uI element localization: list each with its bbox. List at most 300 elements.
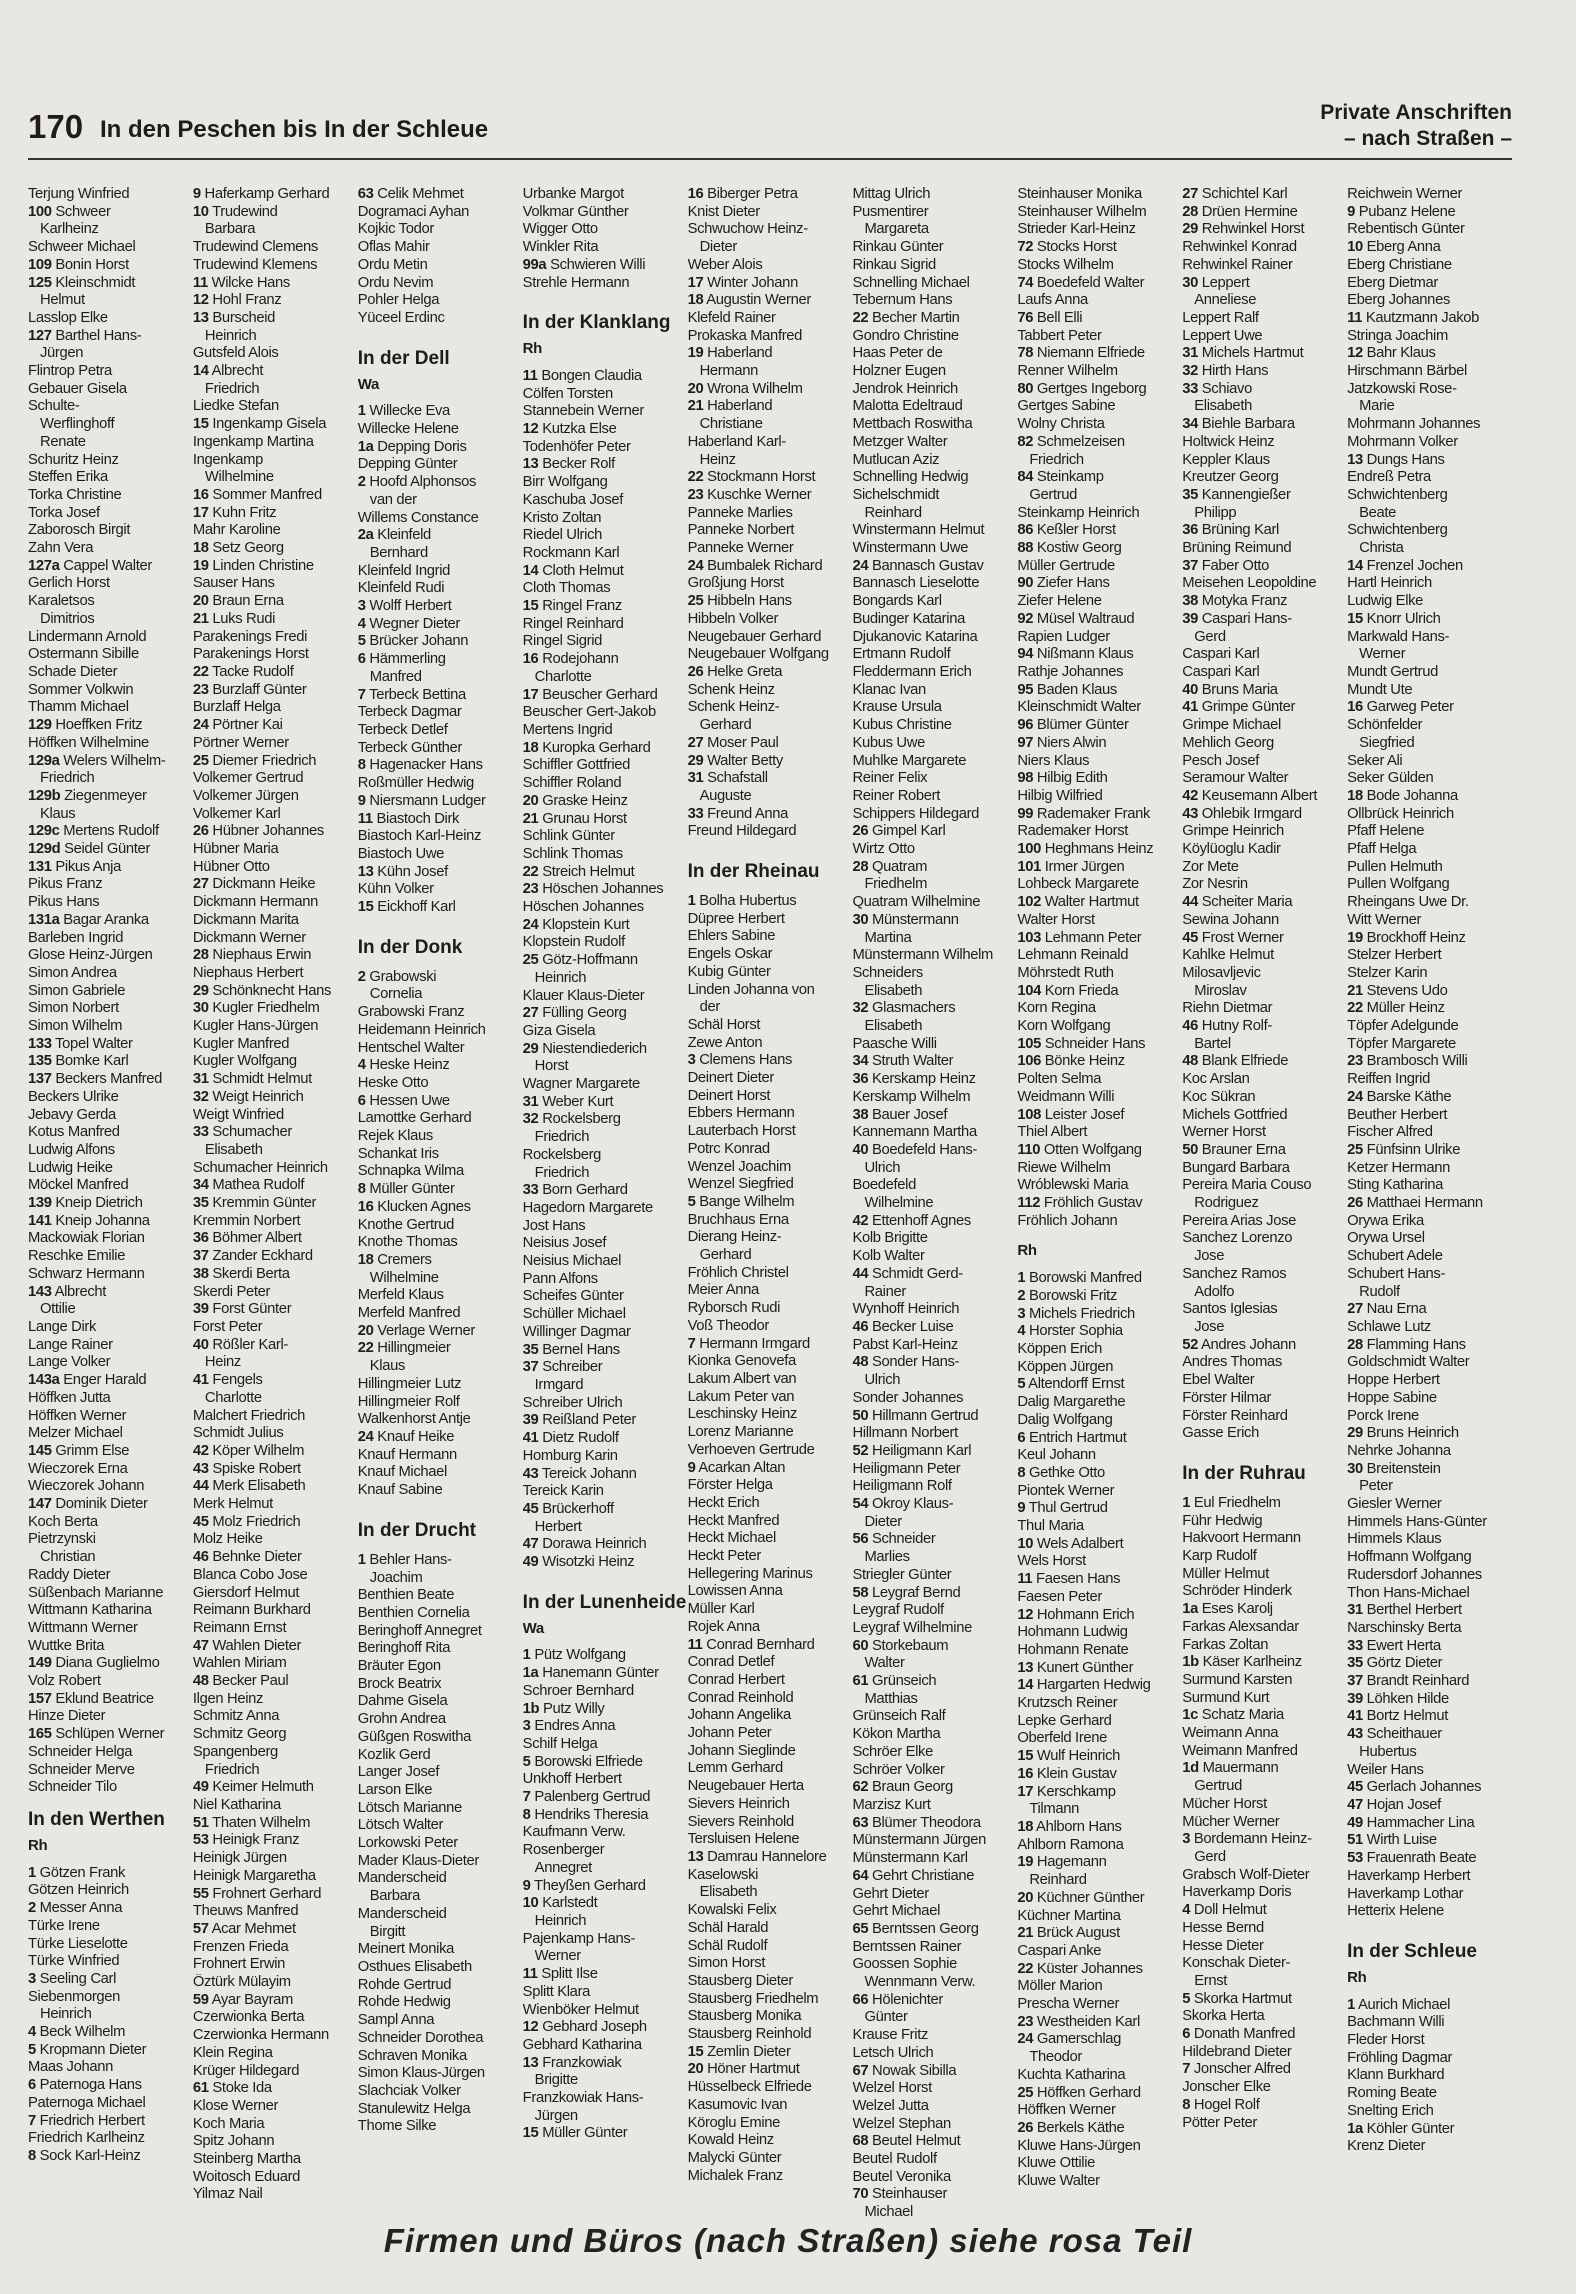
address-entry: Leygraf Wilhelmine xyxy=(852,1619,972,1636)
address-entry: 95 Baden Klaus xyxy=(1017,681,1117,698)
address-entry: 2 Messer Anna xyxy=(28,1900,123,1917)
spacer xyxy=(358,328,523,336)
address-entry: 44 Scheiter Maria xyxy=(1182,894,1293,911)
address-entry: Möckel Manfred xyxy=(28,1177,129,1194)
address-entry: 18 Cremers xyxy=(357,1251,432,1268)
house-number: 31 xyxy=(687,770,704,787)
address-entry: Benthien Cornelia xyxy=(357,1604,470,1621)
address-entry: Bräuter Egon xyxy=(357,1658,441,1675)
house-number: 56 xyxy=(852,1531,869,1548)
house-number: 30 xyxy=(852,911,869,928)
address-entry: Unkhoff Herbert xyxy=(522,1771,622,1788)
house-number: 12 xyxy=(1017,1606,1034,1623)
entry-continuation: Heinz xyxy=(204,1354,241,1371)
house-number: 23 xyxy=(192,681,209,698)
address-entry: Striegler Günter xyxy=(852,1566,952,1583)
address-entry: Kühn Volker xyxy=(357,881,434,898)
address-entry: Lepke Gerhard xyxy=(1017,1712,1112,1729)
address-entry: Terbeck Detlef xyxy=(357,721,448,738)
address-entry: Surmund Karsten xyxy=(1182,1671,1293,1688)
house-number: 3 xyxy=(28,1970,36,1987)
address-entry: Reimann Burkhard xyxy=(192,1602,311,1619)
address-entry: 76 Bell Elli xyxy=(1017,309,1083,326)
spacer xyxy=(358,917,523,925)
address-column xyxy=(1182,186,1347,2216)
house-number: 7 xyxy=(687,1335,696,1352)
address-entry: Hakvoort Hermann xyxy=(1182,1530,1301,1547)
address-entry: Kristo Zoltan xyxy=(522,509,602,526)
address-entry: Pesch Josef xyxy=(1182,752,1259,769)
house-number: 24 xyxy=(1347,1088,1363,1105)
address-entry: Höschen Johannes xyxy=(522,899,644,916)
address-entry: 102 Walter Hartmut xyxy=(1017,894,1139,911)
house-number: 45 xyxy=(1182,929,1198,946)
address-entry: 32 Hirth Hans xyxy=(1182,363,1269,380)
address-entry: Malchert Friedrich xyxy=(192,1407,305,1424)
address-entry: Woitosch Eduard xyxy=(192,2168,301,2185)
house-number: 84 xyxy=(1017,469,1034,486)
address-entry: 72 Stocks Horst xyxy=(1017,239,1117,256)
address-entry: Lötsch Marianne xyxy=(357,1799,462,1816)
address-entry: Ahlborn Ramona xyxy=(1017,1836,1124,1853)
house-number: 67 xyxy=(852,2062,869,2079)
address-entry: Conrad Detlef xyxy=(687,1654,775,1671)
address-entry: 10 Karlstedt xyxy=(522,1895,598,1912)
address-entry: 1 Willecke Eva xyxy=(357,403,450,420)
address-entry: Heske Otto xyxy=(357,1074,429,1091)
house-number: 1a xyxy=(1347,2120,1363,2137)
entry-continuation: Werner xyxy=(534,1948,581,1965)
address-entry: Hoffmann Wolfgang xyxy=(1347,1549,1472,1566)
address-entry: Merfeld Klaus xyxy=(357,1287,444,1304)
address-entry: Götzen Heinrich xyxy=(28,1882,129,1899)
address-entry: Düpree Herbert xyxy=(687,910,785,927)
house-number: 9 xyxy=(522,1877,531,1894)
address-entry: Bruchhaus Erna xyxy=(687,1211,789,1228)
address-entry: Hoppe Herbert xyxy=(1347,1372,1440,1389)
address-entry: Glose Heinz-Jürgen xyxy=(28,947,153,964)
address-entry: Reiner Robert xyxy=(852,787,941,804)
house-number: 29 xyxy=(522,1040,539,1057)
address-entry: 20 Wrona Wilhelm xyxy=(687,380,803,397)
address-entry: 8 Müller Günter xyxy=(357,1181,455,1198)
house-number: 34 xyxy=(192,1177,209,1194)
address-entry: 9 Pubanz Helene xyxy=(1347,203,1456,220)
entry-continuation: Birgitt xyxy=(369,1923,406,1940)
address-entry: 1 Aurich Michael xyxy=(1347,1996,1451,2013)
address-entry: Förster Hilmar xyxy=(1182,1389,1272,1406)
address-entry: Melzer Michael xyxy=(28,1425,123,1442)
address-entry: 53 Frauenrath Beate xyxy=(1347,1850,1477,1867)
address-entry: 41 Fengels xyxy=(192,1372,263,1389)
address-entry: 20 Graske Heinz xyxy=(522,792,628,809)
house-number: 137 xyxy=(28,1071,52,1088)
address-entry: 30 Leppert xyxy=(1182,274,1250,291)
address-entry: Mohrmann Johannes xyxy=(1347,416,1481,433)
address-entry: Langer Josef xyxy=(357,1764,440,1781)
address-entry: Wuttke Brita xyxy=(28,1637,105,1654)
entry-continuation: Cornelia xyxy=(369,986,423,1003)
entry-continuation: Heinz xyxy=(699,451,736,468)
address-entry: 131 Pikus Anja xyxy=(28,858,121,875)
address-entry: Dickmann Marita xyxy=(192,911,299,928)
address-entry: 15 Wulf Heinrich xyxy=(1017,1748,1121,1765)
address-entry: 9 Niersmann Ludger xyxy=(357,792,486,809)
house-number: 5 xyxy=(1017,1376,1026,1393)
house-number: 103 xyxy=(1017,929,1041,946)
house-number: 7 xyxy=(357,686,366,703)
street-heading: In der Klanklang xyxy=(522,312,671,334)
address-entry: Pullen Wolfgang xyxy=(1347,876,1450,893)
house-number: 41 xyxy=(1347,1708,1363,1725)
address-entry: Stelzer Karin xyxy=(1347,964,1428,981)
district-code: Wa xyxy=(522,1619,544,1637)
house-number: 1c xyxy=(1182,1707,1198,1724)
house-number: 7 xyxy=(522,1789,531,1806)
address-entry: 27 Schichtel Karl xyxy=(1182,186,1288,202)
address-entry: Lohbeck Margarete xyxy=(1017,876,1139,893)
address-entry: Snelting Erich xyxy=(1347,2102,1434,2119)
address-entry: 112 Fröhlich Gustav xyxy=(1017,1195,1143,1212)
house-number: 127 xyxy=(28,327,52,344)
address-entry: Pullen Helmuth xyxy=(1347,858,1443,875)
address-entry: 31 Schafstall xyxy=(687,770,768,787)
address-entry: Volz Robert xyxy=(28,1673,101,1690)
entry-continuation: Friedrich xyxy=(40,770,95,787)
address-entry: Süßenbach Marianne xyxy=(28,1584,164,1601)
address-entry: 5 Altendorff Ernst xyxy=(1017,1376,1125,1393)
house-number: 7 xyxy=(1182,2061,1191,2078)
house-number: 109 xyxy=(28,256,52,273)
address-entry: Schönfelder xyxy=(1347,717,1423,734)
address-entry: Heinigk Margaretha xyxy=(192,1867,316,1884)
house-number: 40 xyxy=(192,1336,209,1353)
house-number: 53 xyxy=(1347,1850,1363,1867)
address-entry: Weber Alois xyxy=(687,256,763,273)
address-entry: Ordu Metin xyxy=(357,256,428,273)
address-entry: 41 Bortz Helmut xyxy=(1347,1708,1448,1725)
address-entry: Ludwig Alfons xyxy=(28,1141,115,1158)
address-entry: 28 Flamming Hans xyxy=(1347,1336,1466,1353)
house-number: 52 xyxy=(1182,1336,1198,1353)
address-entry: Kolb Brigitte xyxy=(852,1230,928,1247)
address-entry: 1a Depping Doris xyxy=(357,438,467,455)
address-entry: 39 Caspari Hans- xyxy=(1182,610,1292,627)
house-number: 43 xyxy=(1182,805,1198,822)
section-title-line-1: Private Anschriften xyxy=(1320,101,1512,124)
address-entry: Winkler Rita xyxy=(522,239,599,256)
address-entry: Schäl Rudolf xyxy=(687,1937,768,1954)
house-number: 18 xyxy=(1347,787,1363,804)
house-number: 13 xyxy=(1017,1659,1034,1676)
entry-continuation: Matthias xyxy=(864,1690,918,1707)
address-entry: Kolb Walter xyxy=(852,1248,925,1265)
address-entry: Malycki Günter xyxy=(687,2149,782,2166)
address-entry: Wirtz Otto xyxy=(852,841,915,858)
address-entry: Sampl Anna xyxy=(357,2012,435,2029)
address-entry: Winstermann Helmut xyxy=(852,522,985,539)
address-entry: Sauser Hans xyxy=(192,575,275,592)
address-entry: Lötsch Walter xyxy=(357,1817,444,1834)
address-entry: 9 Theyßen Gerhard xyxy=(522,1877,646,1894)
house-number: 37 xyxy=(1182,557,1198,574)
address-entry: Kluwe Walter xyxy=(1017,2173,1100,2190)
address-entry: 63 Celik Mehmet xyxy=(357,186,464,202)
address-entry: Fröhlich Johann xyxy=(1017,1212,1118,1229)
entry-continuation: der xyxy=(699,999,720,1016)
house-number: 12 xyxy=(1347,345,1363,362)
house-number: 32 xyxy=(192,1088,209,1105)
house-number: 18 xyxy=(687,292,704,309)
entry-continuation: Miroslav xyxy=(1194,982,1247,999)
address-entry: Pereira Arias Jose xyxy=(1182,1212,1297,1229)
address-entry: Heidemann Heinrich xyxy=(357,1021,486,1038)
address-entry: 45 Frost Werner xyxy=(1182,929,1284,946)
house-number: 102 xyxy=(1017,894,1041,911)
address-entry: Knothe Gertrud xyxy=(357,1216,455,1233)
house-number: 53 xyxy=(192,1832,209,1849)
address-entry: Yüceel Erdinc xyxy=(357,309,445,326)
address-entry: Molz Heike xyxy=(192,1531,263,1548)
entry-continuation: Elisabeth xyxy=(864,1018,923,1035)
house-number: 15 xyxy=(357,899,374,916)
house-number: 133 xyxy=(28,1035,52,1052)
address-entry: Marzisz Kurt xyxy=(852,1796,931,1813)
address-entry: Schnelling Hedwig xyxy=(852,469,969,486)
spacer xyxy=(523,1572,688,1580)
address-entry: 94 Nißmann Klaus xyxy=(1017,646,1134,663)
address-entry: Thamm Michael xyxy=(28,699,129,716)
address-entry: Hüsselbeck Elfriede xyxy=(687,2079,812,2096)
address-entry: 21 Stevens Udo xyxy=(1347,982,1448,999)
house-number: 32 xyxy=(522,1111,539,1128)
house-number: 108 xyxy=(1017,1106,1041,1123)
address-entry: Krüger Hildegard xyxy=(192,2062,300,2079)
address-entry: 20 Küchner Günther xyxy=(1017,1889,1145,1906)
address-entry: Rapien Ludger xyxy=(1017,628,1110,645)
address-entry: Santos Iglesias xyxy=(1182,1301,1278,1318)
house-number: 145 xyxy=(28,1442,52,1459)
address-entry: Beuscher Gert-Jakob xyxy=(522,704,656,721)
address-entry: Gasse Erich xyxy=(1182,1425,1259,1442)
address-entry: 5 Borowski Elfriede xyxy=(522,1753,643,1770)
address-entry: Wieczorek Erna xyxy=(28,1460,128,1477)
house-number: 63 xyxy=(852,1814,869,1831)
address-entry: Rockelsberg xyxy=(522,1146,602,1163)
address-entry: 9 Acarkan Altan xyxy=(687,1459,786,1476)
address-entry: Siebenmorgen xyxy=(28,1988,121,2005)
house-number: 100 xyxy=(28,203,52,220)
address-entry: Grabsch Wolf-Dieter xyxy=(1182,1866,1310,1883)
house-number: 1 xyxy=(687,893,696,910)
house-number: 25 xyxy=(687,593,704,610)
address-entry: Schubert Adele xyxy=(1347,1248,1443,1265)
address-entry: Ringel Sigrid xyxy=(522,633,603,650)
address-entry: Schweer Michael xyxy=(28,239,136,256)
address-entry: Thome Silke xyxy=(357,2118,437,2135)
house-number: 40 xyxy=(1182,681,1198,698)
house-number: 54 xyxy=(852,1496,869,1513)
house-number: 21 xyxy=(522,810,539,827)
address-entry: Pietrzynski xyxy=(28,1531,96,1548)
house-number: 42 xyxy=(192,1442,209,1459)
address-entry: Freund Hildegard xyxy=(687,823,797,840)
address-entry: Schnapka Wilma xyxy=(357,1163,464,1180)
address-entry: 36 Böhmer Albert xyxy=(192,1230,302,1247)
address-entry: Pereira Maria Couso xyxy=(1182,1177,1312,1194)
address-column xyxy=(852,186,1017,2216)
address-entry: Larson Elke xyxy=(357,1781,433,1798)
address-entry: 32 Glasmachers xyxy=(852,1000,956,1017)
house-number: 42 xyxy=(852,1212,869,1229)
address-entry: 47 Hojan Josef xyxy=(1347,1796,1441,1813)
address-entry: 48 Sonder Hans- xyxy=(852,1354,960,1371)
address-entry: 27 Moser Paul xyxy=(687,734,779,751)
address-entry: 24 Gamerschlag xyxy=(1017,2031,1122,2048)
house-number: 1b xyxy=(522,1700,540,1717)
house-number: 20 xyxy=(687,380,704,397)
address-entry: Schreiber Ulrich xyxy=(522,1394,623,1411)
address-entry: Köppen Erich xyxy=(1017,1341,1102,1357)
entry-continuation: Adolfo xyxy=(1194,1283,1235,1300)
address-entry: Gutsfeld Alois xyxy=(192,345,279,362)
address-entry: Kleinfeld Rudi xyxy=(357,580,445,597)
page-header xyxy=(0,0,1576,170)
address-entry: Sichelschmidt xyxy=(852,486,940,503)
address-entry: Dogramaci Ayhan xyxy=(357,203,470,220)
address-entry: Farkas Alexsandar xyxy=(1182,1618,1299,1635)
address-entry: Höffken Wilhelmine xyxy=(28,734,149,751)
address-entry: Manderscheid xyxy=(357,1905,447,1922)
address-entry: Witt Werner xyxy=(1347,911,1422,928)
address-entry: Beckers Ulrike xyxy=(28,1088,119,1105)
address-entry: Eberg Christiane xyxy=(1347,256,1452,273)
address-entry: 25 Diemer Friedrich xyxy=(192,752,317,769)
house-number: 1 xyxy=(357,1551,366,1568)
address-entry: Münstermann Jürgen xyxy=(852,1832,986,1849)
address-entry: Förster Reinhard xyxy=(1182,1407,1288,1424)
address-entry: Schwichtenberg xyxy=(1347,486,1448,503)
address-entry: Kuchta Katharina xyxy=(1017,2066,1126,2083)
address-entry: Willinger Dagmar xyxy=(522,1323,631,1340)
address-entry: 80 Gertges Ingeborg xyxy=(1017,380,1147,397)
address-entry: Lowissen Anna xyxy=(687,1583,783,1600)
address-entry: 37 Faber Otto xyxy=(1182,557,1269,574)
house-number: 28 xyxy=(1347,1336,1363,1353)
address-entry: 92 Müsel Waltraud xyxy=(1017,610,1135,627)
house-number: 143 xyxy=(28,1283,52,1300)
street-heading: In der Drucht xyxy=(357,1519,477,1541)
page-number: 170 xyxy=(28,108,84,145)
address-entry: Willecke Helene xyxy=(357,421,459,438)
address-entry: Knist Dieter xyxy=(687,203,760,220)
address-entry: 50 Brauner Erna xyxy=(1182,1141,1286,1158)
house-number: 18 xyxy=(357,1251,374,1268)
address-entry: Schäl Horst xyxy=(687,1016,761,1033)
address-entry: 7 Palenberg Gertrud xyxy=(522,1789,651,1806)
address-entry: 41 Grimpe Günter xyxy=(1182,699,1296,716)
address-entry: Großjung Horst xyxy=(687,575,784,592)
house-number: 3 xyxy=(522,1718,531,1735)
address-entry: 44 Schmidt Gerd- xyxy=(852,1265,963,1282)
entry-continuation: Ulrich xyxy=(864,1159,901,1176)
house-number: 46 xyxy=(852,1319,869,1335)
address-entry: Zor Nesrin xyxy=(1182,876,1248,893)
entry-continuation: Christa xyxy=(1359,540,1404,557)
entry-continuation: Rodriguez xyxy=(1194,1195,1259,1212)
address-entry: 108 Leister Josef xyxy=(1017,1106,1125,1123)
house-number: 90 xyxy=(1017,575,1034,592)
address-entry: 21 Luks Rudi xyxy=(192,610,276,627)
address-entry: Potrc Konrad xyxy=(687,1140,770,1157)
address-entry: 8 Hogel Rolf xyxy=(1182,2096,1260,2113)
address-column xyxy=(28,186,193,2216)
address-entry: Ertmann Rudolf xyxy=(852,646,951,663)
entry-continuation: Herbert xyxy=(534,1518,582,1535)
address-entry: Töpfer Adelgunde xyxy=(1347,1018,1459,1035)
address-entry: Cölfen Torsten xyxy=(522,385,613,402)
entry-continuation: Christian xyxy=(40,1549,96,1566)
house-number: 135 xyxy=(28,1053,52,1070)
house-number: 2 xyxy=(28,1900,36,1917)
address-entry: 25 Fünfsinn Ulrike xyxy=(1347,1141,1461,1158)
house-number: 48 xyxy=(192,1673,209,1690)
address-entry: 30 Kugler Friedhelm xyxy=(192,1000,320,1017)
address-entry: Schlink Günter xyxy=(522,828,615,845)
address-entry: Lakum Albert van xyxy=(687,1371,797,1387)
address-entry: Prokaska Manfred xyxy=(687,327,803,344)
address-entry: Quatram Wilhelmine xyxy=(852,894,981,911)
address-entry: Kaselowski xyxy=(687,1866,759,1883)
address-entry: Ingenkamp Martina xyxy=(192,433,314,450)
address-entry: Kluwe Hans-Jürgen xyxy=(1017,2137,1141,2154)
address-entry: Mohrmann Volker xyxy=(1347,433,1458,450)
address-entry: Neisius Josef xyxy=(522,1235,607,1252)
address-entry: Müller Gertrude xyxy=(1017,557,1115,574)
section-title xyxy=(1320,100,1512,152)
address-entry: Schmidt Julius xyxy=(192,1425,284,1442)
address-entry: 1 Behler Hans- xyxy=(357,1551,452,1568)
house-number: 25 xyxy=(1017,2084,1034,2101)
address-entry: Spitz Johann xyxy=(192,2133,275,2150)
address-entry: 32 Weigt Heinrich xyxy=(192,1088,304,1105)
address-entry: 27 Fülling Georg xyxy=(522,1005,627,1022)
address-entry: Fleder Horst xyxy=(1347,2032,1425,2049)
house-number: 43 xyxy=(1347,1726,1363,1743)
entry-continuation: Reinhard xyxy=(864,504,922,521)
entry-continuation: Wilhelmine xyxy=(864,1195,934,1212)
address-entry: Grimpe Michael xyxy=(1182,717,1281,734)
address-entry: 68 Beutel Helmut xyxy=(852,2133,961,2150)
house-number: 36 xyxy=(1182,522,1198,539)
address-entry: 13 Damrau Hannelore xyxy=(687,1848,827,1865)
house-number: 27 xyxy=(687,734,704,751)
address-entry: 1 Eul Friedhelm xyxy=(1182,1494,1281,1511)
house-number: 49 xyxy=(192,1779,209,1796)
entry-continuation: Heinrich xyxy=(534,1912,587,1929)
address-entry: Stannebein Werner xyxy=(522,403,644,420)
district-code: Rh xyxy=(522,340,542,358)
address-entry: Schuritz Heinz xyxy=(28,451,119,468)
address-entry: Stringa Joachim xyxy=(1347,327,1448,344)
address-entry: 143a Enger Harald xyxy=(28,1372,147,1389)
address-entry: 8 Gethke Otto xyxy=(1017,1464,1105,1481)
address-entry: Führ Hedwig xyxy=(1182,1512,1263,1529)
address-entry: 48 Becker Paul xyxy=(192,1673,289,1690)
house-number: 24 xyxy=(687,557,704,574)
address-entry: Roming Beate xyxy=(1347,2085,1437,2102)
address-entry: Schroer Bernhard xyxy=(522,1682,634,1699)
